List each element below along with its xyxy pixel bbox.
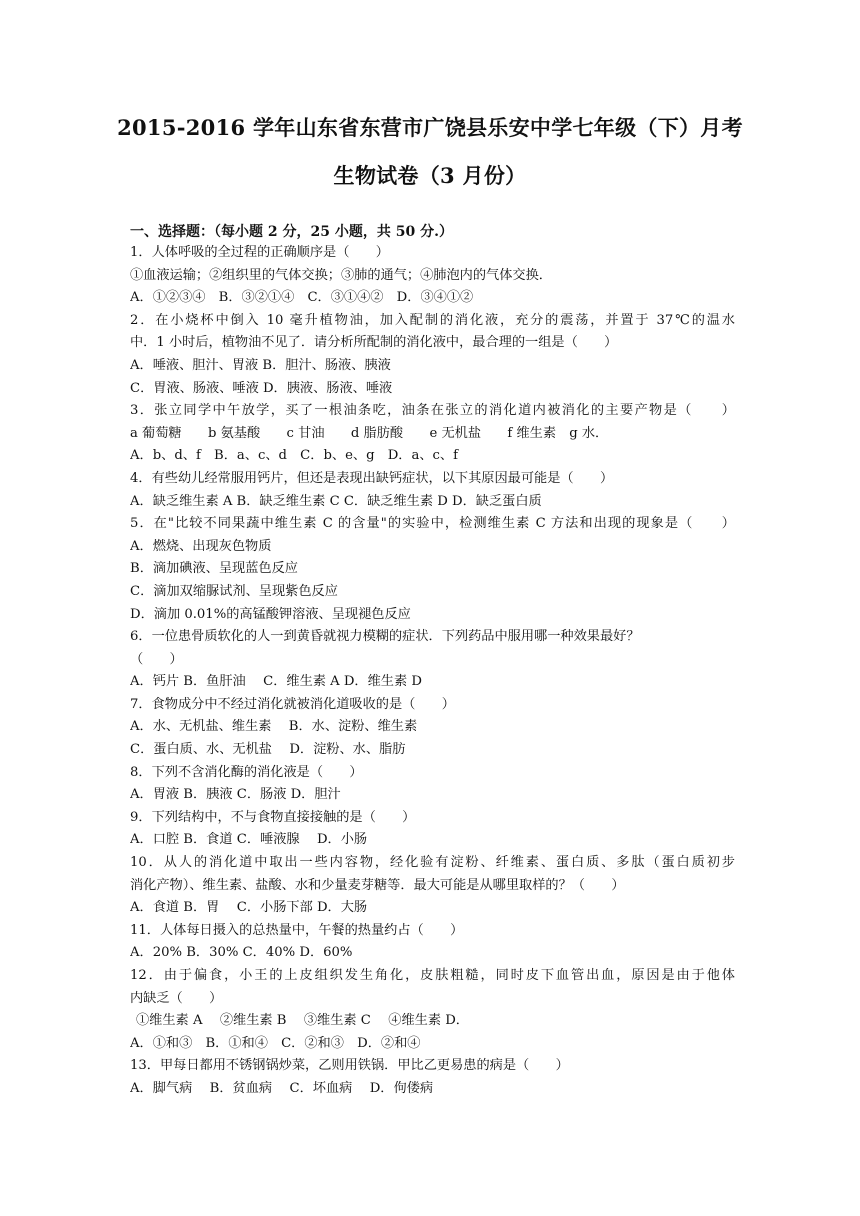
question-3-options: A．b、d、f B．a、c、d C．b、e、g D．a、c、f: [130, 448, 458, 464]
question-2-options-ab: A．唾液、胆汁、胃液 B．胆汁、肠液、胰液: [130, 357, 391, 373]
question-2-stem-cont: 中．1 小时后，植物油不见了．请分析所配制的消化液中，最合理的一组是（ ）: [130, 335, 618, 351]
question-7-stem: 7．食物成分中不经过消化就被消化道吸收的是（ ）: [130, 696, 455, 712]
question-12-options: A．①和③ B．①和④ C．②和③ D．②和④: [130, 1035, 421, 1051]
question-9-stem: 9．下列结构中，不与食物直接接触的是（ ）: [130, 809, 416, 825]
question-6-stem-cont: （ ）: [130, 651, 183, 667]
question-7-options-ab: A．水、无机盐、维生素 B．水、淀粉、维生素: [130, 719, 418, 735]
question-2-stem: 2．在小烧杯中倒入 10 毫升植物油，加入配制的消化液，充分的震荡，并置于 37℃的温水: [130, 312, 735, 328]
question-12-items: ①维生素 A ②维生素 B ③维生素 C ④维生素 D．: [136, 1013, 469, 1029]
question-1-items: ①血液运输；②组织里的气体交换；③肺的通气；④肺泡内的气体交换．: [130, 267, 552, 283]
question-1-options: A．①②③④ B．③②①④ C．③①④② D．③④①②: [130, 290, 474, 306]
question-5-option-c: C．滴加双缩脲试剂、呈现紫色反应: [130, 583, 338, 599]
question-1-stem: 1．人体呼吸的全过程的正确顺序是（ ）: [130, 245, 389, 260]
question-10-stem: 10．从人的消化道中取出一些内容物，经化验有淀粉、纤维素、蛋白质、多肽（蛋白质初步: [130, 855, 735, 871]
question-4-stem: 4．有些幼儿经常服用钙片，但还是表现出缺钙症状，以下其原因最可能是（ ）: [130, 470, 614, 486]
question-5-option-d: D．滴加 0.01%的高锰酸钾溶液、呈现褪色反应: [130, 606, 411, 622]
question-11-options: A．20% B．30% C．40% D．60%: [130, 945, 353, 961]
section-heading: 一、选择题：（每小题 2 分，25 小题，共 50 分.）: [130, 224, 453, 240]
question-7-options-cd: C．蛋白质、水、无机盐 D．淀粉、水、脂肪: [130, 742, 406, 758]
question-3-items: a 葡萄糖 b 氨基酸 c 甘油 d 脂肪酸 e 无机盐 f 维生素 g 水．: [130, 425, 609, 441]
question-2-options-cd: C．胃液、肠液、唾液 D．胰液、肠液、唾液: [130, 380, 393, 396]
question-5-option-b: B．滴加碘液、呈现蓝色反应: [130, 561, 298, 577]
exam-title-line1: 2015-2016 学年山东省东营市广饶县乐安中学七年级（下）月考: [117, 115, 743, 140]
question-6-options: A．钙片 B．鱼肝油 C．维生素 A D．维生素 D: [130, 674, 422, 690]
question-9-options: A．口腔 B．食道 C．唾液腺 D．小肠: [130, 832, 368, 848]
question-13-stem: 13．甲每日都用不锈钢锅炒菜，乙则用铁锅．甲比乙更易患的病是（ ）: [130, 1058, 569, 1074]
question-8-options: A．胃液 B．胰液 C．肠液 D．胆汁: [130, 787, 341, 803]
question-body: [130, 242, 735, 1101]
question-11-stem: 11．人体每日摄入的总热量中，午餐的热量约占（ ）: [130, 922, 464, 938]
question-13-options: A．脚气病 B．贫血病 C．坏血病 D．佝偻病: [130, 1080, 434, 1096]
question-4-options: A．缺乏维生素 A B．缺乏维生素 C C．缺乏维生素 D D．缺乏蛋白质: [130, 493, 542, 509]
question-12-stem: 12．由于偏食，小王的上皮组织发生角化，皮肤粗糙，同时皮下血管出血，原因是由于他体: [130, 968, 735, 983]
question-12-stem-cont: 内缺乏（ ）: [130, 990, 223, 1006]
exam-title-line2: 生物试卷（3 月份）: [333, 163, 527, 188]
question-10-options: A．食道 B．胃 C．小肠下部 D．大肠: [130, 900, 368, 916]
question-10-stem-cont: 消化产物）、维生素、盐酸、水和少量麦芽糖等．最大可能是从哪里取样的？（ ）: [130, 877, 625, 893]
question-8-stem: 8．下列不含消化酶的消化液是（ ）: [130, 764, 363, 780]
question-5-option-a: A．燃烧、出现灰色物质: [130, 538, 272, 554]
question-3-stem: 3．张立同学中午放学，买了一根油条吃，油条在张立的消化道内被消化的主要产物是（ ）: [130, 403, 735, 419]
question-5-stem: 5．在"比较不同果蔬中维生素 C 的含量"的实验中，检测维生素 C 方法和出现的现象是（ ）: [130, 516, 735, 532]
question-6-stem: 6．一位患骨质软化的人一到黄昏就视力模糊的症状．下列药品中服用哪一种效果最好？: [130, 629, 640, 645]
